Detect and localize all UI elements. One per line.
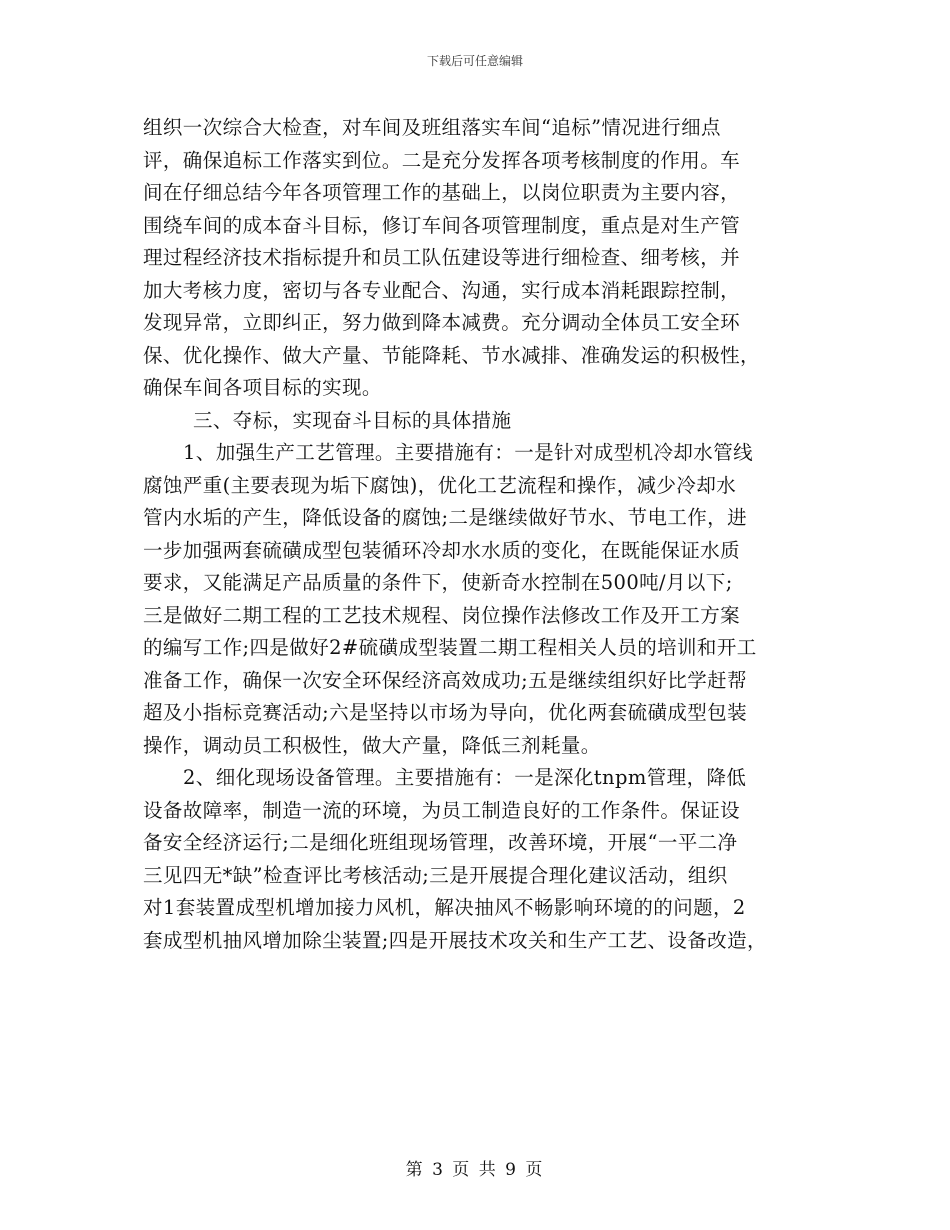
text-line: 腐蚀严重(主要表现为垢下腐蚀)，优化工艺流程和操作，减少冷却水 [143,473,737,497]
text-line: 三见四无*缺”检查评比考核活动;三是开展提合理化建议活动，组织 [143,863,728,887]
text-line: 确保车间各项目标的实现。 [143,376,382,399]
page-header: 下载后可任意编辑 [426,54,523,68]
text-line: 保、优化操作、做大产量、节能降耗、节水减排、准确发运的积极性， [143,343,760,367]
text-line: 操作，调动员工积极性，做大产量，降低三剂耗量。 [143,733,601,757]
text-line: 的编写工作;四是做好2#硫磺成型装置二期工程相关人员的培训和开工 [143,636,757,659]
text-line: 理过程经济技术指标提升和员工队伍建设等进行细检查、细考核，并 [143,246,741,269]
text-line: 组织一次综合大检查，对车间及班组落实车间“追标”情况进行细点 [143,116,721,139]
text-line: 设备故障率，制造一流的环境，为员工制造良好的工作条件。保证设 [143,798,741,822]
text-line: 发现异常，立即纠正，努力做到降本减费。充分调动全体员工安全环 [143,311,741,334]
text-line: 加大考核力度，密切与各专业配合、沟通，实行成本消耗跟踪控制， [143,278,741,302]
section-heading: 三、夺标，实现奋斗目标的具体措施 [193,408,512,432]
text-line: 1、加强生产工艺管理。主要措施有：一是针对成型机冷却水管线 [183,441,754,464]
text-line: 备安全经济运行;二是细化班组现场管理，改善环境，开展“一平二净 [143,831,738,854]
text-line: 三是做好二期工程的工艺技术规程、岗位操作法修改工作及开工方案 [143,603,741,627]
text-line: 管内水垢的产生，降低设备的腐蚀;二是继续做好节水、节电工作，进 [143,506,747,529]
text-line: 评，确保追标工作落实到位。二是充分发挥各项考核制度的作用。车 [143,148,741,172]
text-line: 围绕车间的成本奋斗目标，修订车间各项管理制度，重点是对生产管 [143,213,741,237]
page-footer: 第 3 页 共 9 页 [405,1160,545,1180]
text-line: 一步加强两套硫磺成型包装循环冷却水水质的变化，在既能保证水质 [143,538,741,562]
text-line: 间在仔细总结今年各项管理工作的基础上，以岗位职责为主要内容， [143,181,741,204]
text-line: 2、细化现场设备管理。主要措施有：一是深化tnpm管理，降低 [183,766,747,789]
text-line: 要求，又能满足产品质量的条件下，使新奇水控制在500吨/月以下; [143,571,733,594]
body-text [143,112,823,957]
text-line: 超及小指标竞赛活动;六是坚持以市场为导向，优化两套硫磺成型包装 [143,701,747,724]
text-line: 套成型机抽风增加除尘装置;四是开展技术攻关和生产工艺、设备改造， [143,928,767,952]
text-line: 对1套装置成型机增加接力风机，解决抽风不畅影响环境的的问题，2 [143,896,746,919]
text-line: 准备工作，确保一次安全环保经济高效成功;五是继续组织好比学赶帮 [143,668,747,692]
